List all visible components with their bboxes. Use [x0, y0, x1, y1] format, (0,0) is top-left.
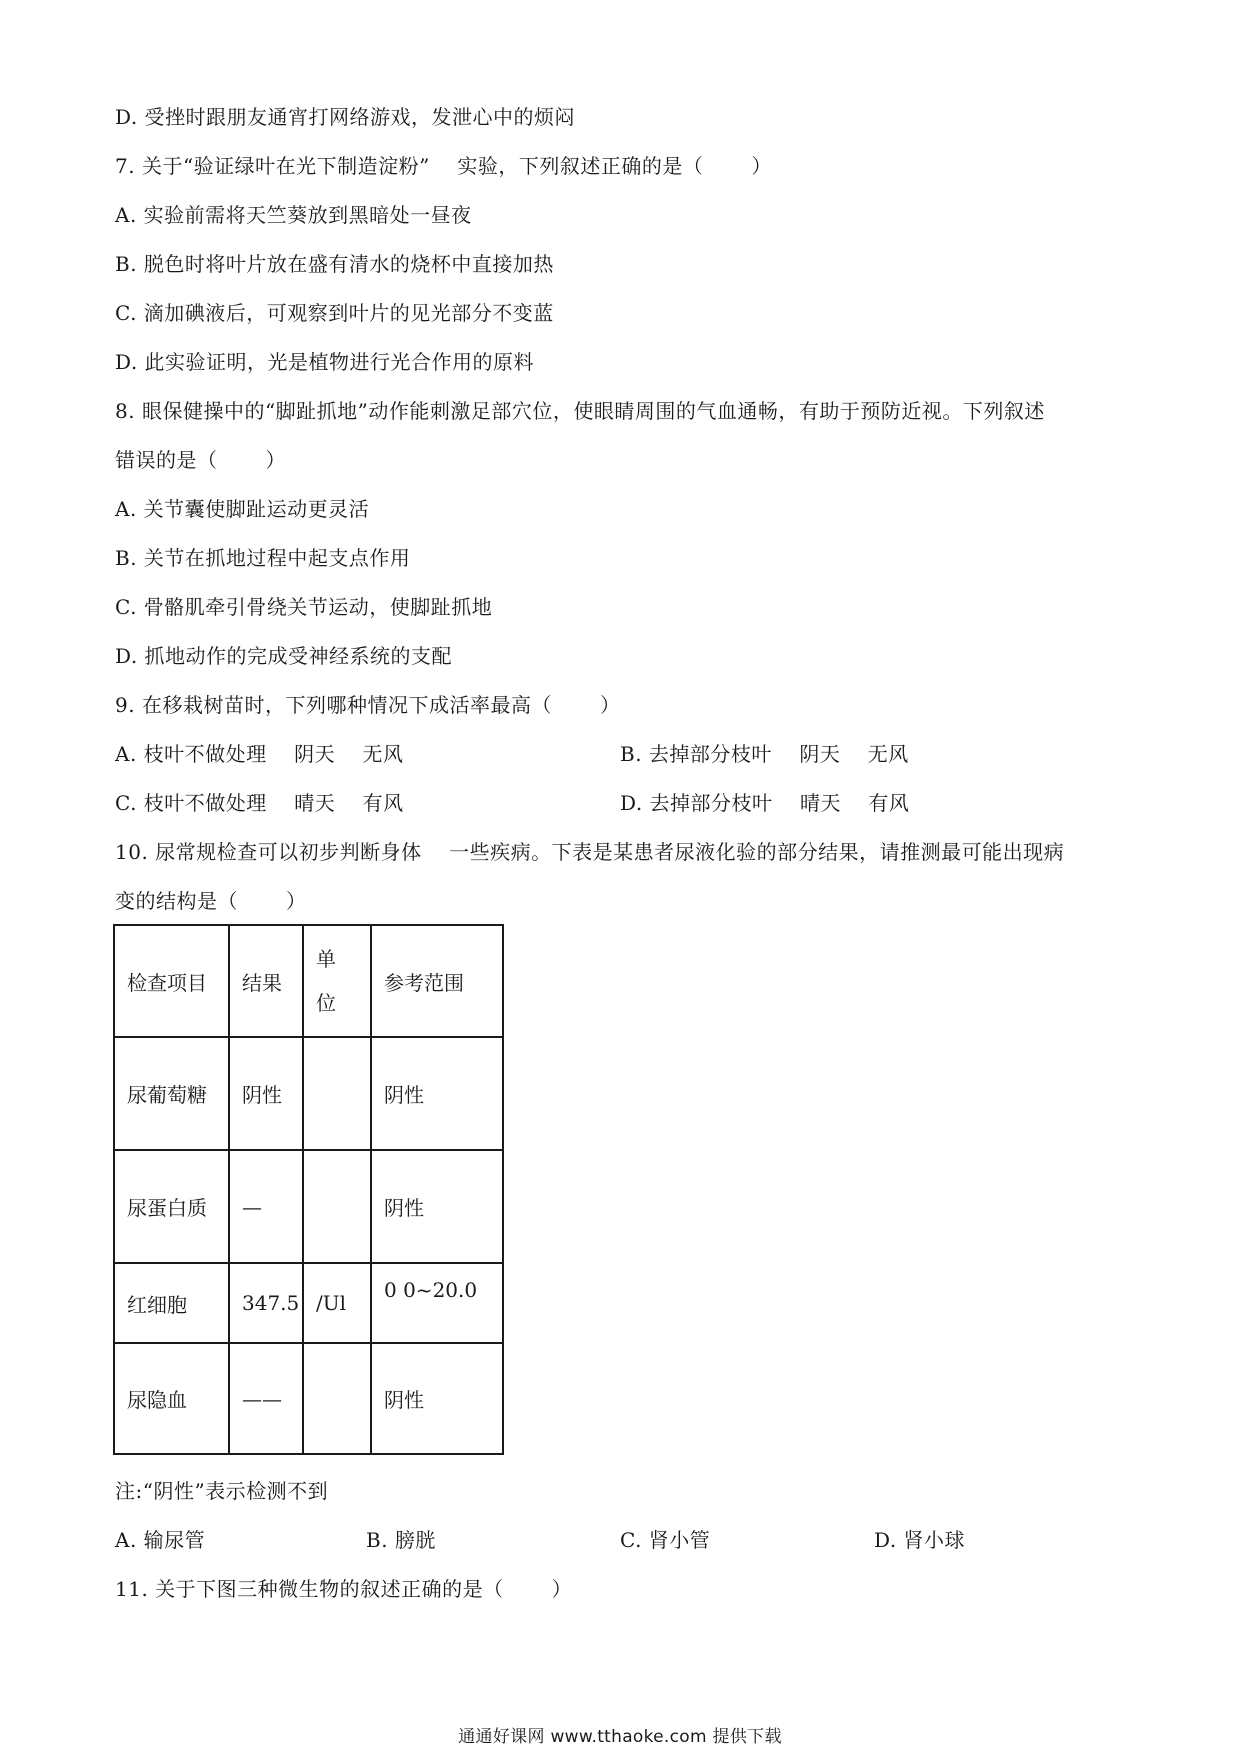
q9-option-d: D. 去掉部分枝叶 晴天 有风 [620, 791, 910, 815]
q7-stem: 7. 关于“验证绿叶在光下制造淀粉” 实验，下列叙述正确的是（ ） [115, 154, 772, 178]
header-unit [303, 925, 371, 1037]
q8-stem-line2: 错误的是（ ） [115, 448, 287, 472]
footer-source: 通通好课网 www.tthaoke.com 提供下载 [458, 1727, 782, 1747]
cell-item: 尿蛋白质 [114, 1150, 229, 1263]
cell-reference: 阴性 [371, 1037, 503, 1150]
q9-option-c: C. 枝叶不做处理 晴天 有风 [115, 791, 404, 815]
urine-test-table [113, 924, 504, 1455]
q10-stem-line1: 10. 尿常规检查可以初步判断身体 一些疾病。下表是某患者尿液化验的部分结果，请推测最可能出现病 [115, 840, 1065, 864]
q9-option-b: B. 去掉部分枝叶 阴天 无风 [620, 742, 909, 766]
q6-option-d: D. 受挫时跟朋友通宵打网络游戏，发泄心中的烦闷 [115, 105, 576, 129]
q7-option-c: C. 滴加碘液后，可观察到叶片的见光部分不变蓝 [115, 301, 554, 325]
cell-unit [303, 1037, 371, 1150]
cell-result: — [229, 1150, 303, 1263]
cell-item: 尿隐血 [114, 1343, 229, 1454]
q9-stem: 9. 在移栽树苗时，下列哪种情况下成活率最高（ ） [115, 693, 621, 717]
q8-option-b: B. 关节在抓地过程中起支点作用 [115, 546, 411, 570]
cell-item: 尿葡萄糖 [114, 1037, 229, 1150]
q7-option-a: A. 实验前需将天竺葵放到黑暗处一昼夜 [115, 203, 472, 227]
table-header-row [114, 925, 503, 1037]
table-row [114, 1037, 503, 1150]
q10-option-b: B. 膀胱 [366, 1528, 436, 1552]
q11-stem: 11. 关于下图三种微生物的叙述正确的是（ ） [115, 1577, 573, 1601]
q8-option-c: C. 骨骼肌牵引骨绕关节运动，使脚趾抓地 [115, 595, 493, 619]
header-item: 检查项目 [114, 925, 229, 1037]
header-result: 结果 [229, 925, 303, 1037]
q10-stem-line2: 变的结构是（ ） [115, 889, 307, 913]
cell-result: —— [229, 1343, 303, 1454]
q8-option-a: A. 关节囊使脚趾运动更灵活 [115, 497, 370, 521]
table-note: 注:“阴性”表示检测不到 [115, 1479, 329, 1503]
q10-option-c: C. 肾小管 [620, 1528, 711, 1552]
q8-option-d: D. 抓地动作的完成受神经系统的支配 [115, 644, 453, 668]
table-row [114, 1263, 503, 1343]
q10-option-a: A. 输尿管 [115, 1528, 206, 1552]
cell-unit [303, 1150, 371, 1263]
cell-result: 阴性 [229, 1037, 303, 1150]
q8-stem-line1: 8. 眼保健操中的“脚趾抓地”动作能刺激足部穴位，使眼睛周围的气血通畅，有助于预防近视。下列叙述 [115, 399, 1045, 423]
q9-option-a: A. 枝叶不做处理 阴天 无风 [115, 742, 404, 766]
cell-unit: /Ul [303, 1263, 371, 1343]
q10-option-d: D. 肾小球 [874, 1528, 966, 1552]
q7-option-d: D. 此实验证明，光是植物进行光合作用的原料 [115, 350, 535, 374]
table-row [114, 1150, 503, 1263]
cell-reference: 0 0~20.0 [371, 1263, 503, 1343]
header-unit-label: 单位 [316, 947, 336, 1015]
q7-option-b: B. 脱色时将叶片放在盛有清水的烧杯中直接加热 [115, 252, 554, 276]
header-reference: 参考范围 [371, 925, 503, 1037]
cell-item: 红细胞 [114, 1263, 229, 1343]
cell-reference: 阴性 [371, 1150, 503, 1263]
cell-result: 347.5 [229, 1263, 303, 1343]
table-row [114, 1343, 503, 1454]
cell-reference: 阴性 [371, 1343, 503, 1454]
cell-unit [303, 1343, 371, 1454]
